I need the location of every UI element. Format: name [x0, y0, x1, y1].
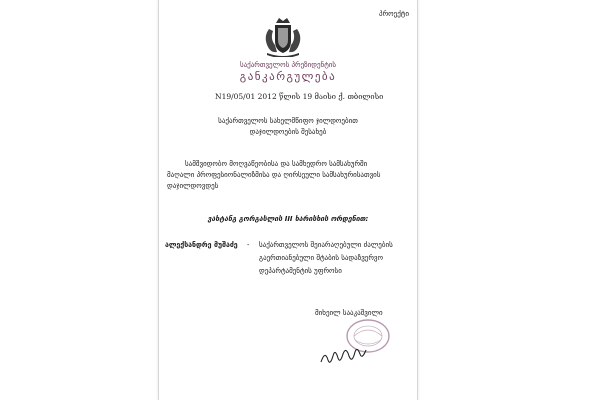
- position-line-3: დეპარტამენტის უფროსი: [259, 267, 342, 275]
- document-title: განკარგულება: [239, 70, 337, 83]
- coat-of-arms-emblem-icon: [261, 17, 305, 57]
- document-number-line: N19/05/01 2012 წლის 19 მაისი ქ. თბილისი: [215, 92, 384, 101]
- handwritten-signature-icon: [319, 340, 369, 370]
- paragraph-line-2: მაღალი პროფესიონალიზმისა და ღირსეული სამსახურისათვის: [167, 171, 381, 179]
- document-page: [158, 0, 418, 400]
- position-line-2: გაერთიანებული შტაბის სადაზვერვო: [259, 254, 384, 262]
- subject-line-1: საქართველოს სახელმწიფო ჯილდოებით: [218, 117, 358, 125]
- paragraph-line-1: სამშვიდობო მოღვაწეობისა და სამხედრო სამსახურში: [185, 160, 368, 168]
- paragraph-line-3: დაჯილდოვდეს: [167, 182, 219, 190]
- awardee-name: ალექსანდრე მუშაძე: [165, 241, 238, 249]
- dash-separator: -: [247, 241, 250, 249]
- signer-title: მიხეილ სააკაშვილი: [315, 309, 383, 317]
- order-line: ვახტანგ გორგასლის III ხარისხის ორდენით:: [207, 215, 369, 223]
- subject-line-2: დაჯილდოების შესახებ: [249, 128, 327, 136]
- corner-label: პროექტი: [379, 10, 409, 18]
- position-line-1: საქართველოს შეიარაღებული ძალების: [259, 241, 393, 249]
- org-line: საქართველოს პრეზიდენტის: [239, 61, 337, 69]
